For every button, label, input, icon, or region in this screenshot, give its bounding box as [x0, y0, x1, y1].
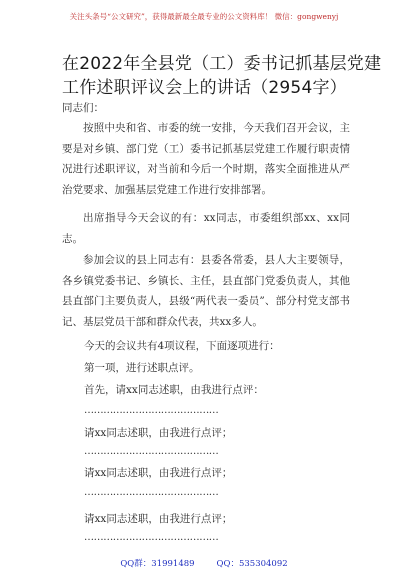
agenda-item-one: 第一项，进行述职点评。 — [84, 362, 200, 374]
repeat-call-line: 请xx同志述职，由我进行点评； — [84, 427, 233, 439]
qq-contact: QQ：535304092 — [216, 559, 288, 569]
dotted-line: …………………………………… — [84, 405, 219, 416]
dotted-line: …………………………………… — [84, 487, 219, 498]
dotted-line: …………………………………… — [84, 532, 219, 543]
agenda-intro: 今天的会议共有4项议程，下面逐项进行： — [84, 340, 280, 352]
header-banner: 关注头条号“公文研究”，获得最新最全最专业的公文资料库！ 微信：gongwenyj — [69, 12, 339, 21]
paragraph-attendees-guidance: 出席指导今天会议的有：xx同志，市委组织部xx、xx同志。 — [62, 212, 350, 245]
document-title: 在2022年全县党（工）委书记抓基层党建工作述职评议会上的讲话（2954字） — [62, 54, 382, 98]
qq-group: QQ群：31991489 — [120, 559, 195, 569]
repeat-call-line: 请xx同志述职，由我进行点评； — [84, 467, 233, 479]
salutation: 同志们： — [62, 102, 104, 114]
footer-contacts — [0, 557, 408, 569]
paragraph-attendees: 参加会议的县上同志有：县委各常委，县人大主要领导，各乡镇党委书记、乡镇长、主任，县直部门党委负责人，其他县直部门主要负责人，县级“两代表一委员”、部分村党支部书记、基层党员干部和群众代表，共xx多人。 — [62, 254, 350, 328]
dotted-line: …………………………………… — [84, 446, 219, 457]
first-call-line: 首先，请xx同志述职，由我进行点评： — [84, 384, 264, 396]
repeat-call-line: 请xx同志述职，由我进行点评； — [84, 513, 233, 525]
paragraph-arrangement: 按照中央和省、市委的统一安排，今天我们召开会议，主要是对乡镇、部门党（工）委书记抓基层党建工作履行职责情况进行述职评议，对当前和今后一个时期，落实全面推进从严治党要求、加强基层党建工作进行安排部署。 — [62, 122, 350, 196]
